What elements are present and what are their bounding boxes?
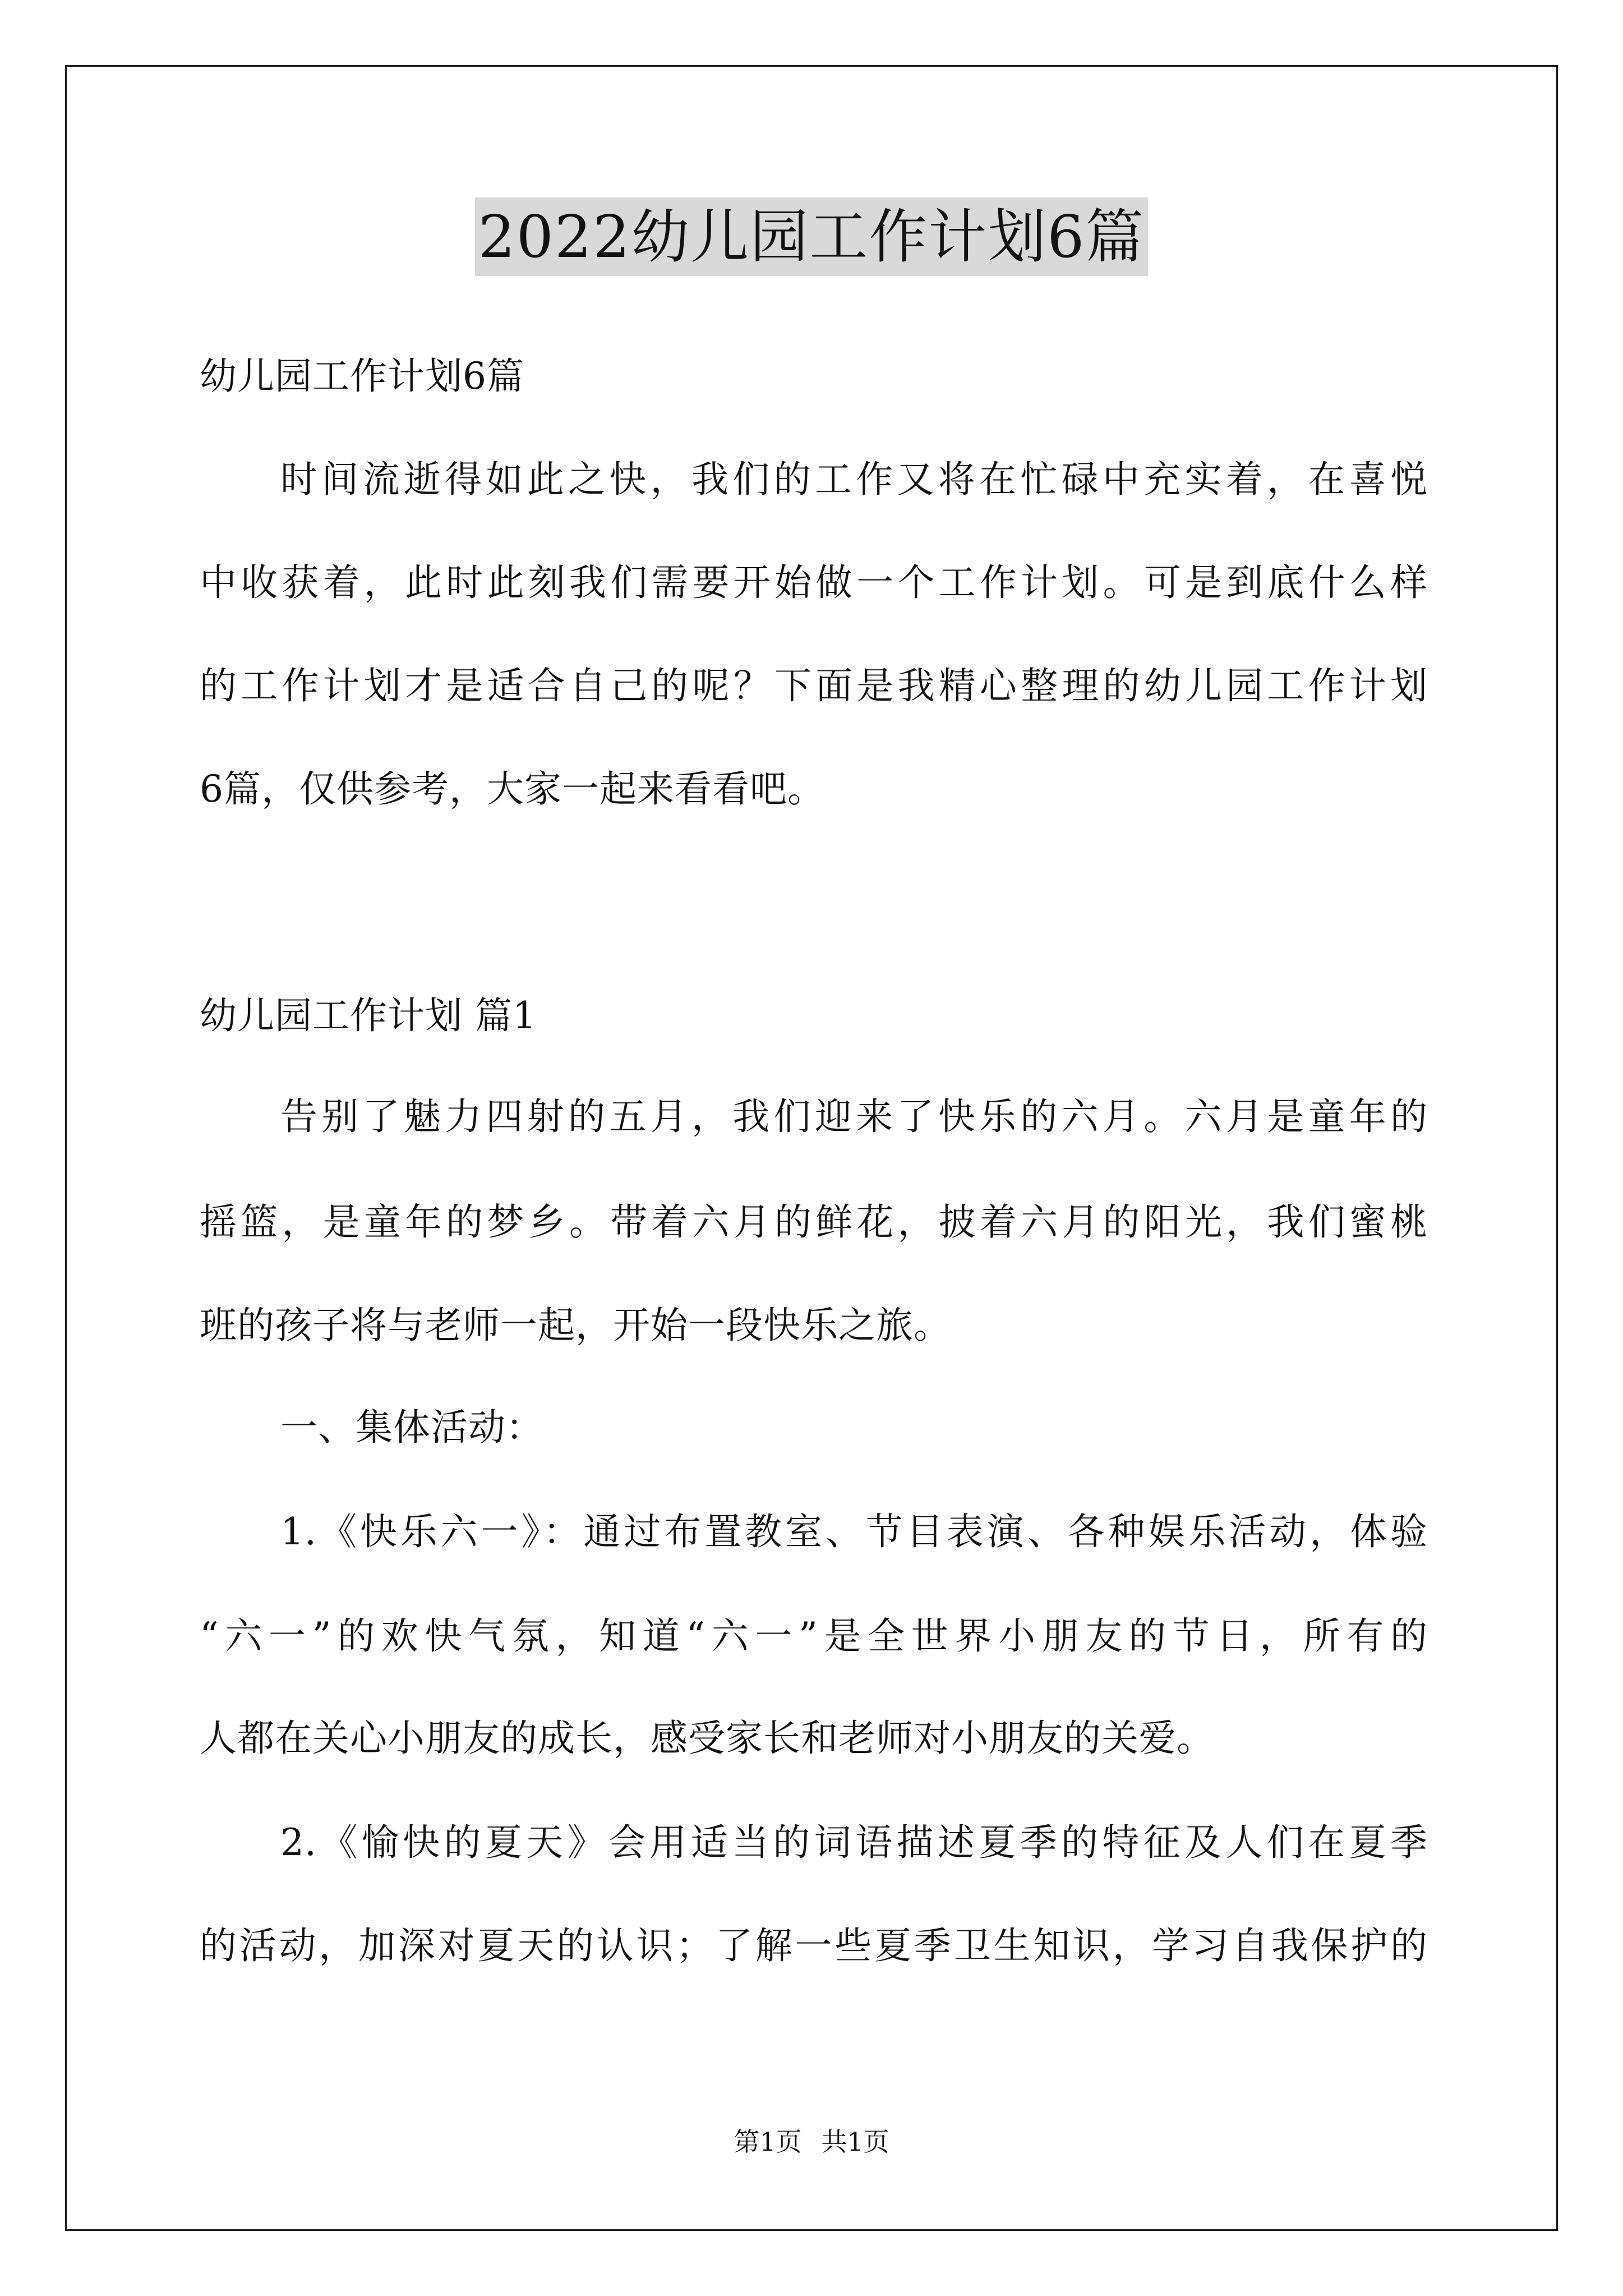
item2-line-1: 2.《愉快的夏天》会用适当的词语描述夏季的特征及人们在夏季 [280,1821,1428,1864]
page-number-total: 共1页 [821,2127,889,2157]
intro-line-3: 的工作计划才是适合自己的呢？下面是我精心整理的幼儿园工作计划 [200,664,1428,707]
document-title: 2022幼儿园工作计划6篇 [475,197,1149,276]
intro-line-1: 时间流逝得如此之快，我们的工作又将在忙碌中充实着，在喜悦 [280,458,1428,501]
item1-line-1: 1.《快乐六一》：通过布置教室、节目表演、各种娱乐活动，体验 [280,1510,1428,1553]
intro-line-2: 中收获着，此时此刻我们需要开始做一个工作计划。可是到底什么样 [200,561,1428,604]
title-wrapper [0,197,1623,276]
page-number-current: 第1页 [734,2127,802,2157]
item1-line-2: “六一”的欢快气氛，知道“六一”是全世界小朋友的节日，所有的 [200,1614,1428,1658]
section1-heading: 幼儿园工作计划 篇1 [200,994,537,1037]
intro-line-4: 6篇，仅供参考，大家一起来看看吧。 [200,767,825,811]
section1-para-line-1: 告别了魅力四射的五月，我们迎来了快乐的六月。六月是童年的 [280,1095,1428,1138]
document-subtitle: 幼儿园工作计划6篇 [200,355,524,398]
item2-line-2: 的活动，加深对夏天的认识；了解一些夏季卫生知识，学习自我保护的 [200,1924,1428,1967]
section1-para-line-2: 摇篮，是童年的梦乡。带着六月的鲜花，披着六月的阳光，我们蜜桃 [200,1200,1428,1244]
item1-line-3: 人都在关心小朋友的成长，感受家长和老师对小朋友的关爱。 [200,1717,1214,1760]
collective-activities-heading: 一、集体活动： [280,1406,543,1449]
section1-para-line-3: 班的孩子将与老师一起，开始一段快乐之旅。 [200,1304,951,1347]
page-footer [0,2125,1623,2159]
